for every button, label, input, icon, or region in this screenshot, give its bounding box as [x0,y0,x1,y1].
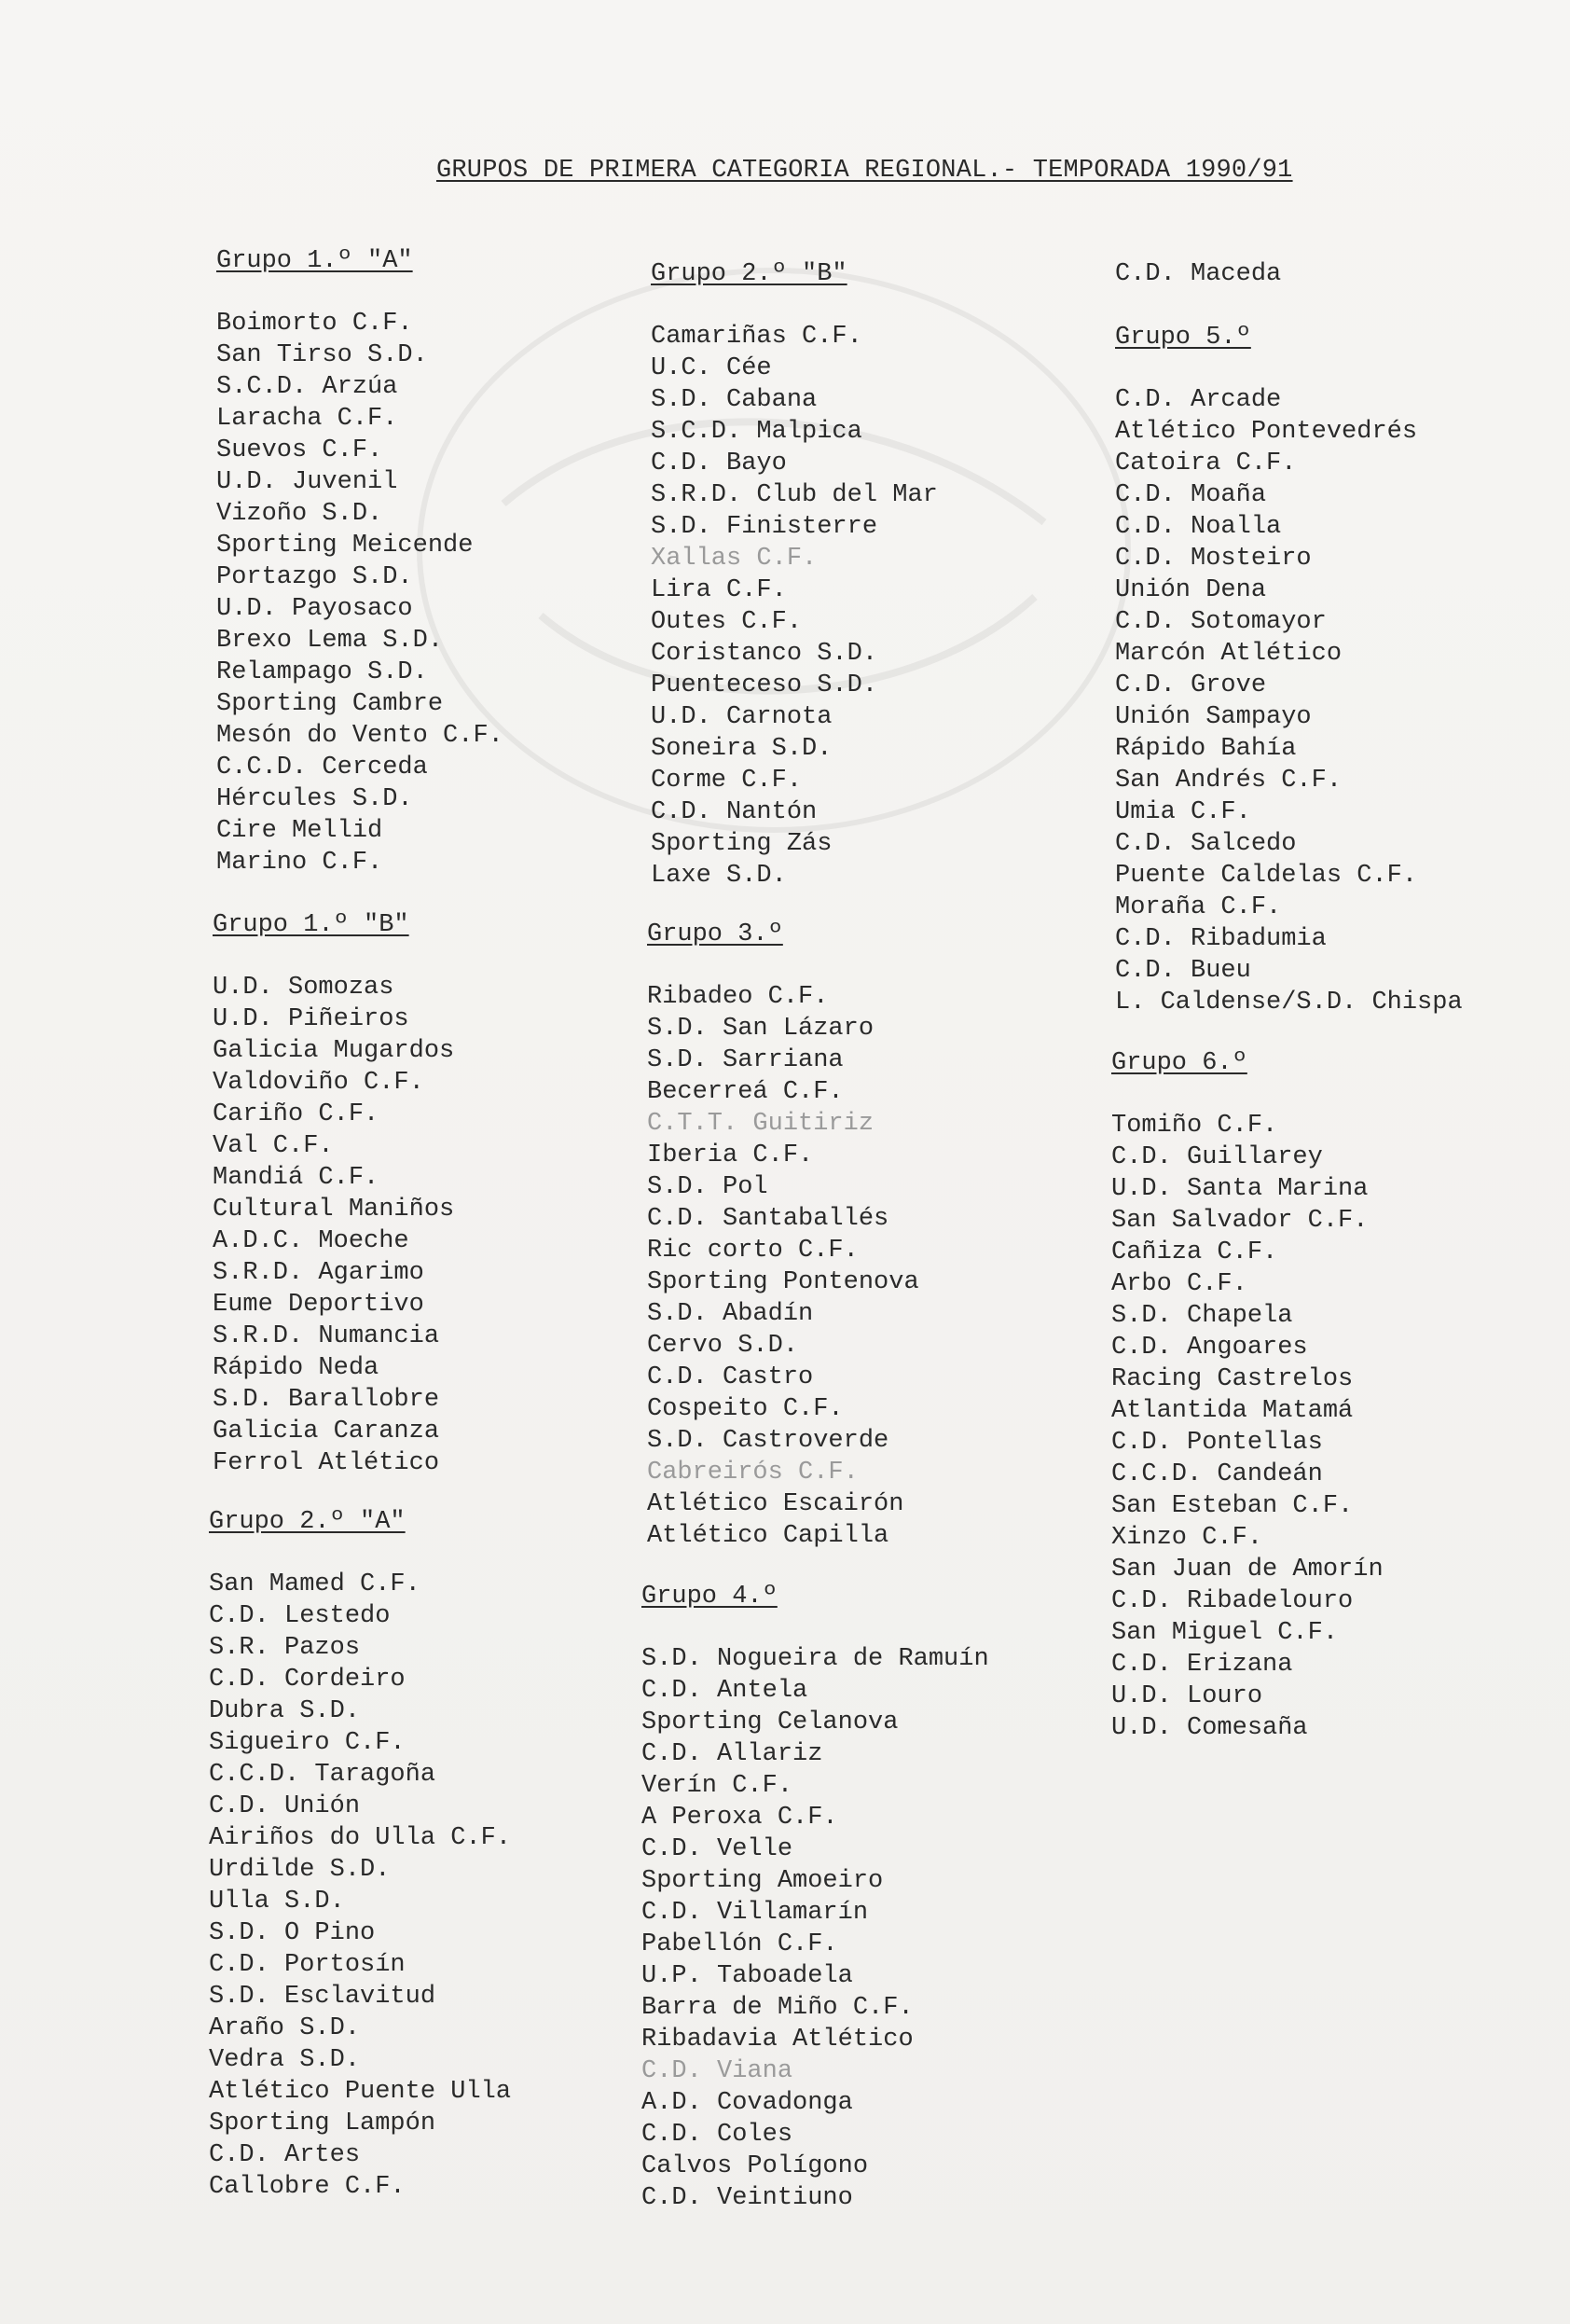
team-item: Vizoño S.D. [216,500,383,528]
team-list [1111,1110,1384,1744]
team-item: San Andrés C.F. [1115,767,1343,795]
team-item: U.D. Comesaña [1111,1714,1308,1742]
group-heading: Grupo 5.º [1115,324,1251,352]
team-item: Cultural Maniños [213,1196,455,1224]
team-item: Puente Caldelas C.F. [1115,862,1418,890]
team-item: Valdoviño C.F. [213,1069,424,1097]
team-item: San Mamed C.F. [209,1570,420,1598]
team-item: Araño S.D. [209,2014,361,2042]
team-item: C.D. Antela [641,1677,808,1705]
team-item: C.D. Allariz [641,1740,823,1768]
team-item: C.D. Mosteiro [1115,545,1312,573]
team-item: San Tirso S.D. [216,341,428,369]
team-item: Portazgo S.D. [216,563,413,591]
team-item: Umia C.F. [1115,798,1251,826]
team-item: S.R.D. Club del Mar [651,481,938,509]
team-item: A Peroxa C.F. [641,1804,838,1832]
team-item: S.D. Esclavitud [209,1983,436,2011]
team-item: Atlético Capilla [647,1522,889,1550]
group-heading: Grupo 3.º [647,920,783,948]
group-heading: Grupo 2.º "B" [651,260,847,288]
team-item: C.D. Villamarín [641,1899,869,1927]
team-item: Atlético Puente Ulla [209,2078,512,2106]
team-item: Callobre C.F. [209,2173,406,2201]
team-item: Tomiño C.F. [1111,1112,1278,1140]
team-item: Laracha C.F. [216,405,398,433]
team-item: Atlantida Matamá [1111,1397,1354,1425]
team-item: S.D. Barallobre [213,1386,440,1414]
team-item: C.D. Unión [209,1792,361,1820]
team-item: Airiños do Ulla C.F. [209,1824,512,1852]
team-list [216,308,503,878]
team-item: Sporting Cambre [216,690,444,718]
team-item: Mandiá C.F. [213,1164,379,1192]
team-item: San Miguel C.F. [1111,1619,1339,1647]
team-item: Lira C.F. [651,576,787,604]
team-item: Rápido Bahía [1115,735,1297,763]
team-item: Cire Mellid [216,817,383,845]
group-heading: Grupo 1.º "A" [216,247,413,275]
team-item: S.R.D. Numancia [213,1322,440,1350]
team-item: Soneira S.D. [651,735,833,763]
team-item: Eume Deportivo [213,1291,424,1319]
group-1-b [213,909,454,1479]
team-item: Sigueiro C.F. [209,1729,406,1757]
team-item: Brexo Lema S.D. [216,627,444,655]
team-item: C.D. Coles [641,2121,793,2149]
team-item: Marino C.F. [216,849,383,877]
team-item: U.D. Payosaco [216,595,413,623]
team-item: C.D. Viana [641,2057,793,2085]
team-item: C.D. Angoares [1111,1334,1308,1362]
team-item: C.D. Erizana [1111,1651,1293,1679]
team-list [1115,258,1281,290]
team-item: S.D. Castroverde [647,1427,889,1455]
team-item: Verín C.F. [641,1772,793,1800]
team-list [651,321,938,892]
team-item: Arbo C.F. [1111,1270,1247,1298]
team-item: S.D. Chapela [1111,1302,1293,1330]
team-item: C.T.T. Guitiriz [647,1110,875,1138]
team-item: C.C.D. Candeán [1111,1460,1323,1488]
group-heading: Grupo 4.º [641,1583,778,1611]
team-item: Cariño C.F. [213,1100,379,1128]
team-item: Sporting Amoeiro [641,1867,884,1895]
team-item: U.P. Taboadela [641,1962,853,1990]
team-item: C.D. Noalla [1115,513,1282,541]
team-item: C.D. Ribadelouro [1111,1587,1354,1615]
team-item: Sporting Meicende [216,532,474,560]
team-item: U.D. Carnota [651,703,833,731]
team-item: Hércules S.D. [216,785,413,813]
team-item: C.D. Bayo [651,450,787,477]
team-item: U.D. Louro [1111,1682,1263,1710]
team-item: Sporting Pontenova [647,1268,919,1296]
team-item: Corme C.F. [651,767,803,795]
team-item: Ferrol Atlético [213,1449,440,1477]
team-item: San Esteban C.F. [1111,1492,1354,1520]
team-item: Unión Sampayo [1115,703,1312,731]
team-item: C.D. Arcade [1115,386,1282,414]
team-item: Boimorto C.F. [216,310,413,338]
page-title: GRUPOS DE PRIMERA CATEGORIA REGIONAL.- TEMPORADA 1990/91 [436,157,1293,185]
team-item: Rápido Neda [213,1354,379,1382]
team-item: Ribadavia Atlético [641,2026,914,2054]
team-item: U.D. Somozas [213,974,394,1002]
team-item: Dubra S.D. [209,1697,361,1725]
group-heading: Grupo 1.º "B" [213,911,409,939]
group-4-continued [1115,258,1281,290]
team-item: Galicia Caranza [213,1418,440,1446]
team-item: C.D. Veintiuno [641,2184,853,2212]
team-item: Atlético Pontevedrés [1115,418,1418,446]
team-item: S.D. Finisterre [651,513,878,541]
team-item: U.D. Santa Marina [1111,1175,1369,1203]
team-item: C.D. Santaballés [647,1205,889,1233]
team-item: C.D. Velle [641,1835,793,1863]
team-list [647,981,919,1552]
team-item: C.D. Pontellas [1111,1429,1323,1457]
team-list [1115,384,1463,1018]
team-item: Atlético Escairón [647,1490,904,1518]
team-item: Val C.F. [213,1132,334,1160]
team-item: Iberia C.F. [647,1141,814,1169]
team-item: S.C.D. Arzúa [216,373,398,401]
group-3 [647,919,919,1552]
team-item: U.C. Cée [651,354,772,382]
team-item: S.D. Pol [647,1173,768,1201]
team-item: Sporting Celanova [641,1708,899,1736]
team-item: Urdilde S.D. [209,1856,391,1884]
team-item: Xinzo C.F. [1111,1524,1263,1552]
team-item: S.D. San Lázaro [647,1015,875,1043]
team-item: Calvos Polígono [641,2152,869,2180]
team-item: C.C.D. Cerceda [216,754,428,782]
team-item: S.D. Abadín [647,1300,814,1328]
team-item: Cospeito C.F. [647,1395,844,1423]
team-item: Vedra S.D. [209,2046,361,2074]
group-5 [1115,322,1463,1018]
team-item: C.D. Artes [209,2141,361,2169]
team-item: Marcón Atlético [1115,640,1343,668]
team-item: U.D. Piñeiros [213,1005,409,1033]
team-item: Pabellón C.F. [641,1930,838,1958]
team-item: Sporting Lampón [209,2110,436,2137]
team-item: C.D. Castro [647,1363,814,1391]
team-item: Outes C.F. [651,608,803,636]
team-item: C.D. Moaña [1115,481,1267,509]
team-item: C.D. Sotomayor [1115,608,1327,636]
group-heading: Grupo 2.º "A" [209,1508,406,1536]
team-item: S.D. Nogueira de Ramuín [641,1645,989,1673]
team-item: Coristanco S.D. [651,640,878,668]
group-2-a [209,1506,511,2203]
team-item: Cervo S.D. [647,1332,799,1360]
team-item: Ric corto C.F. [647,1237,859,1265]
team-item: S.D. Sarriana [647,1046,844,1074]
group-2-b [651,258,938,892]
team-item: S.D. Cabana [651,386,818,414]
team-item: U.D. Juvenil [216,468,398,496]
team-item: A.D.C. Moeche [213,1227,409,1255]
team-item: Galicia Mugardos [213,1037,455,1065]
group-1-a [216,245,503,878]
team-item: C.D. Grove [1115,671,1267,699]
team-list [209,1569,511,2203]
team-item: Cañiza C.F. [1111,1238,1278,1266]
team-item: C.D. Maceda [1115,260,1282,288]
team-item: Xallas C.F. [651,545,818,573]
team-item: S.R.D. Agarimo [213,1259,424,1287]
team-item: Cabreirós C.F. [647,1459,859,1487]
team-item: L. Caldense/S.D. Chispa [1115,989,1463,1017]
team-item: Puenteceso S.D. [651,671,878,699]
team-item: C.D. Guillarey [1111,1143,1323,1171]
team-item: A.D. Covadonga [641,2089,853,2117]
team-item: S.D. O Pino [209,1919,376,1947]
group-4 [641,1581,989,2214]
group-6 [1111,1047,1384,1744]
team-item: Sporting Zás [651,830,833,858]
team-item: Becerreá C.F. [647,1078,844,1106]
team-item: Racing Castrelos [1111,1365,1354,1393]
team-item: C.D. Salcedo [1115,830,1297,858]
team-list [213,972,454,1479]
team-item: Unión Dena [1115,576,1267,604]
team-item: Mesón do Vento C.F. [216,722,503,750]
team-item: C.C.D. Taragoña [209,1761,436,1789]
team-item: S.C.D. Malpica [651,418,862,446]
team-item: C.D. Nantón [651,798,818,826]
team-item: Ulla S.D. [209,1888,345,1916]
group-heading: Grupo 6.º [1111,1049,1247,1077]
team-list [641,1643,989,2214]
team-item: Catoira C.F. [1115,450,1297,477]
team-item: Camariñas C.F. [651,323,862,351]
team-item: Moraña C.F. [1115,893,1282,921]
team-item: Laxe S.D. [651,862,787,890]
team-item: C.D. Portosín [209,1951,406,1979]
team-item: Suevos C.F. [216,436,383,464]
team-item: San Salvador C.F. [1111,1207,1369,1235]
team-item: S.R. Pazos [209,1634,361,1662]
team-item: Relampago S.D. [216,658,428,686]
team-item: Ribadeo C.F. [647,983,829,1011]
team-item: C.D. Cordeiro [209,1666,406,1694]
team-item: C.D. Bueu [1115,957,1251,985]
team-item: San Juan de Amorín [1111,1556,1384,1584]
team-item: Barra de Miño C.F. [641,1994,914,2022]
team-item: C.D. Ribadumia [1115,925,1327,953]
team-item: C.D. Lestedo [209,1602,391,1630]
